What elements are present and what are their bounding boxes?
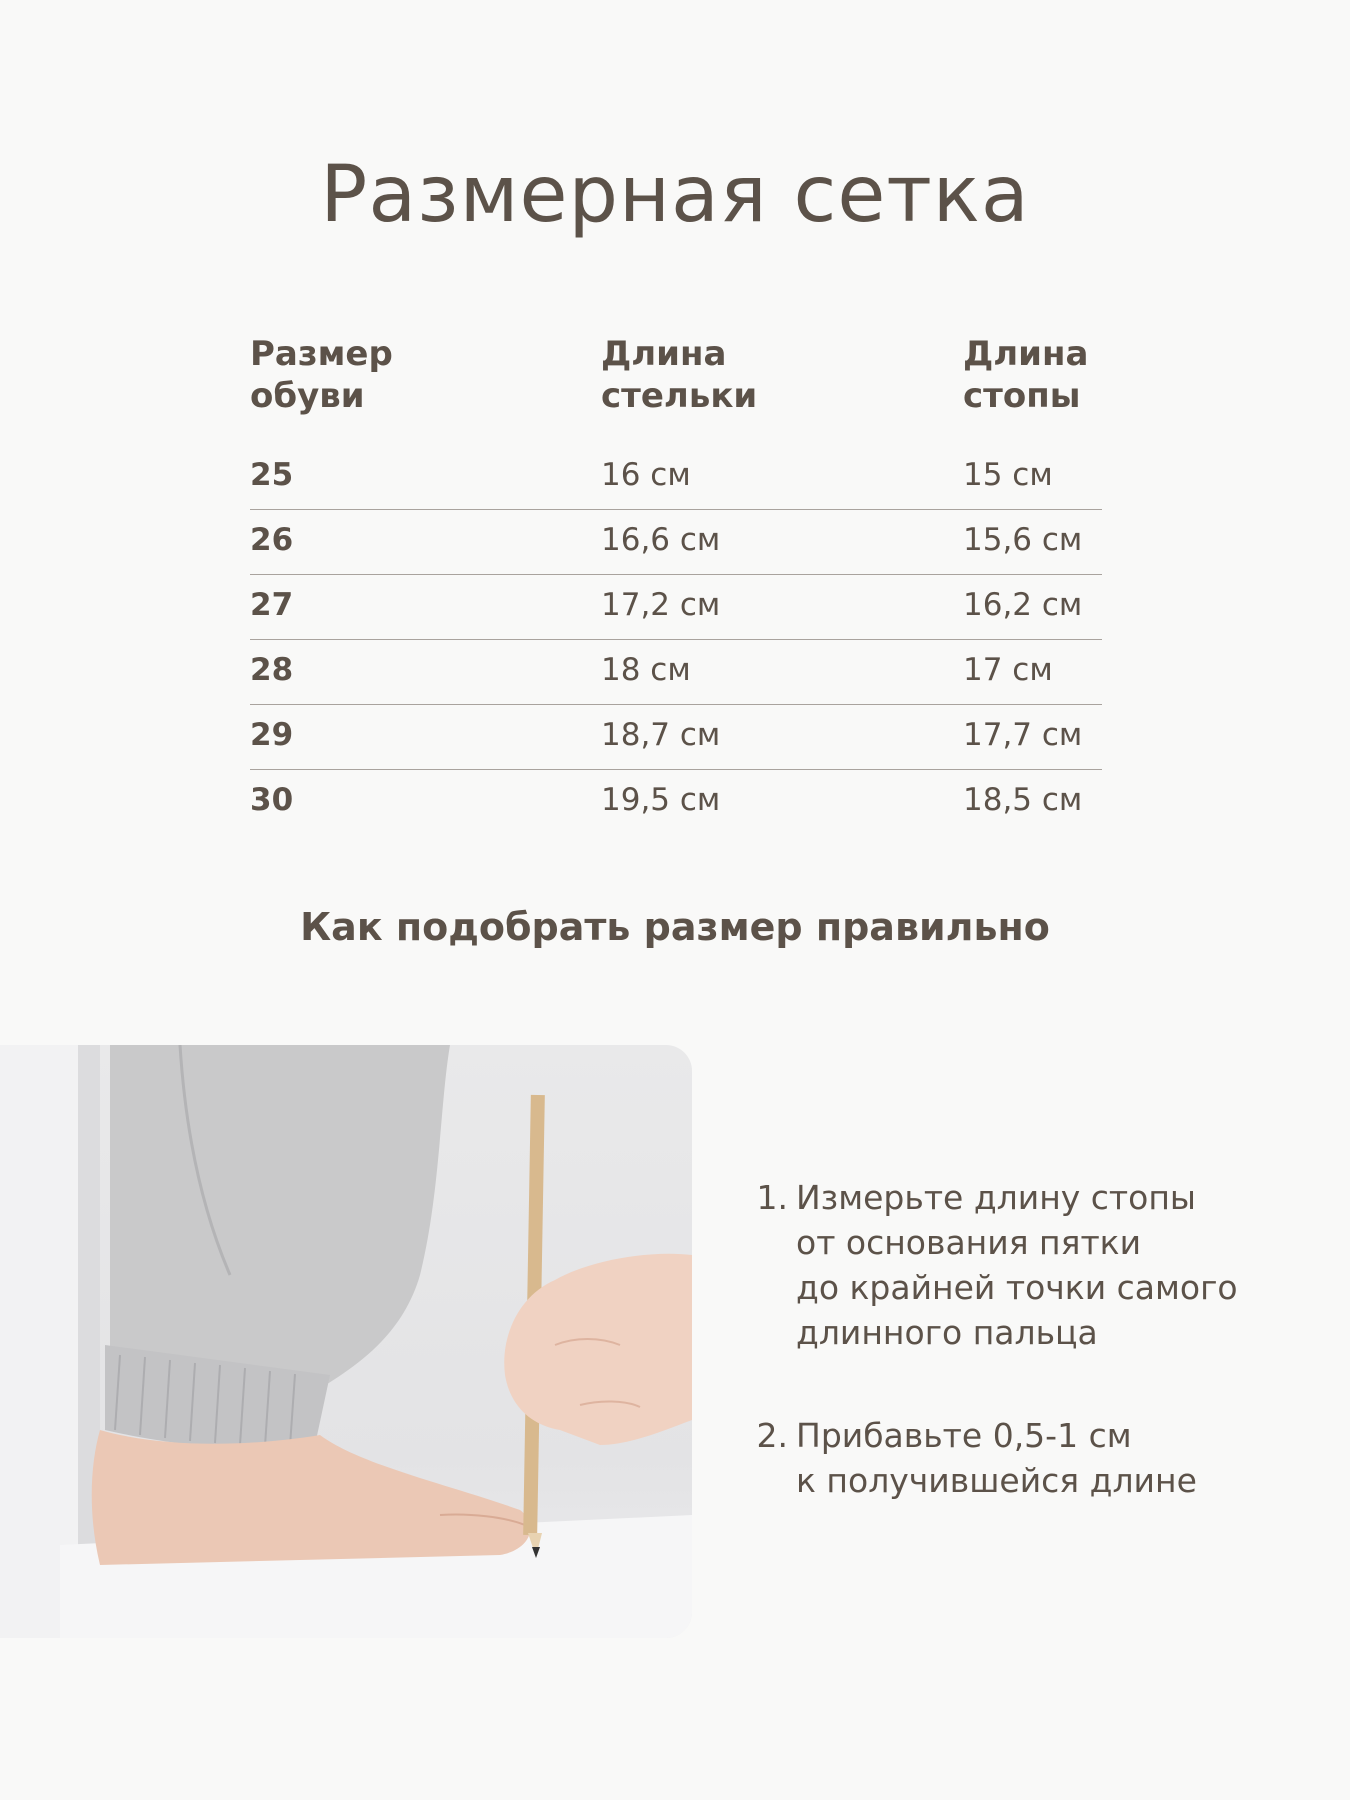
step-number: 1.: [756, 1178, 788, 1217]
header-foot-length: Длина стопы: [963, 334, 1089, 416]
table-row: [250, 640, 1102, 705]
step-text: Прибавьте 0,5-1 см к получившейся длине: [796, 1416, 1197, 1500]
step-text: Измерьте длину стопы от основания пятки до крайней точки самого длинного пальца: [796, 1178, 1238, 1352]
page-title: Размерная сетка: [320, 150, 1030, 240]
table-body: [250, 445, 1102, 834]
header-shoe-size: Размер обуви: [250, 334, 393, 416]
cell-foot: 18,5 см: [963, 782, 1083, 818]
cell-foot: 15,6 см: [963, 522, 1083, 558]
table-row: [250, 770, 1102, 834]
table-row: [250, 445, 1102, 510]
cell-insole: 19,5 см: [601, 782, 721, 818]
section-subtitle: Как подобрать размер правильно: [300, 905, 1050, 949]
cell-size: 26: [250, 522, 294, 558]
table-row: [250, 510, 1102, 575]
cell-size: 29: [250, 717, 294, 753]
instruction-steps: [748, 1175, 1328, 1561]
cell-size: 25: [250, 457, 294, 493]
cell-foot: 15 см: [963, 457, 1053, 493]
cell-insole: 18 см: [601, 652, 691, 688]
step-number: 2.: [756, 1416, 788, 1455]
cell-foot: 17,7 см: [963, 717, 1083, 753]
cell-size: 27: [250, 587, 294, 623]
cell-size: 30: [250, 782, 294, 818]
cell-foot: 17 см: [963, 652, 1053, 688]
cell-insole: 17,2 см: [601, 587, 721, 623]
cell-size: 28: [250, 652, 294, 688]
table-row: [250, 575, 1102, 640]
size-table: [250, 333, 1102, 834]
foot-measurement-illustration: [0, 1045, 692, 1638]
header-insole-length: Длина стельки: [601, 334, 758, 416]
cell-foot: 16,2 см: [963, 587, 1083, 623]
cell-insole: 16 см: [601, 457, 691, 493]
table-header: [250, 333, 1102, 445]
instruction-step: [748, 1175, 1328, 1355]
instruction-step: [748, 1413, 1328, 1503]
table-row: [250, 705, 1102, 770]
cell-insole: 16,6 см: [601, 522, 721, 558]
measuring-foot-photo: [0, 1045, 692, 1638]
cell-insole: 18,7 см: [601, 717, 721, 753]
